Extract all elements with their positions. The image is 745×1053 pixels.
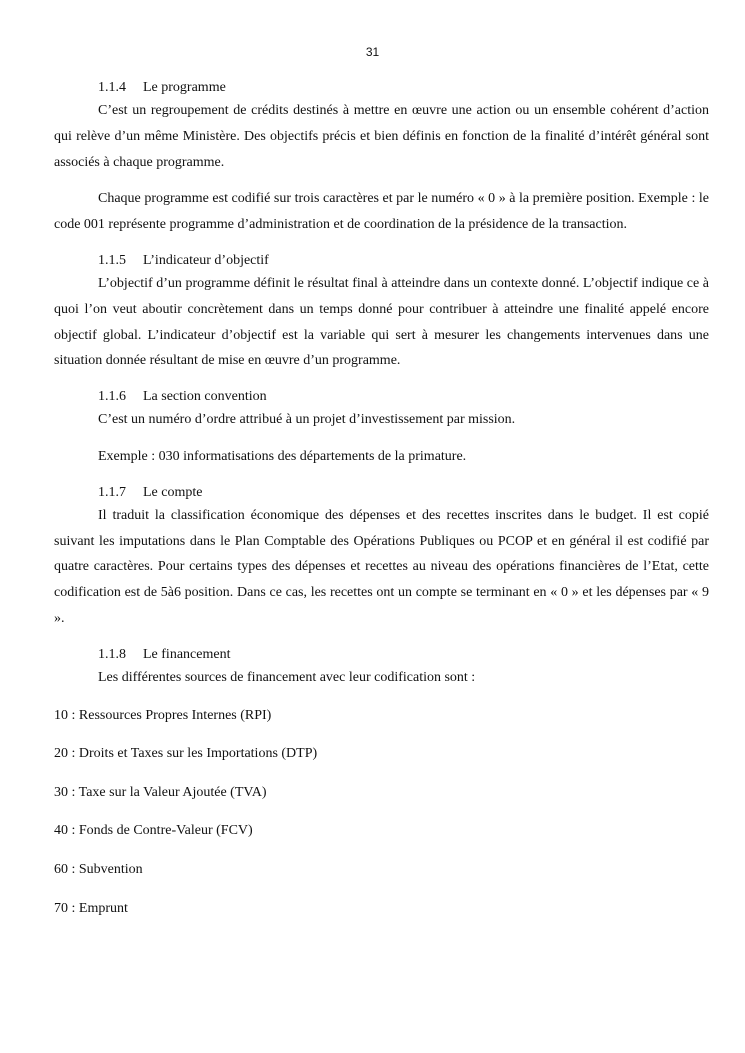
paragraph: Il traduit la classification économique des dépenses et des recettes inscrites dans le budget. Il est copié suivant les imputations dans le Plan Comptable des Opérations Publiques ou PCOP et en général il est codifié par quatre caractères. Pour certains types des dépenses et recettes au niveau des opérations financières de l’Etat, cette codification est de 5à6 position. Dans ce cas, les recettes ont un compte se terminant en « 0 » et les dépenses par « 9 ».: [54, 507, 709, 626]
section-heading-programme: [54, 78, 709, 98]
paragraph: C’est un regroupement de crédits destinés à mettre en œuvre une action ou un ensemble cohérent d’action qui relève d’un même Ministère. Des objectifs précis et bien définis en fonction de la finalité d’intérêt général sont associés à chaque programme.: [54, 103, 709, 170]
page-number: 31: [365, 45, 380, 59]
paragraph: Les différentes sources de financement avec leur codification sont :: [98, 669, 476, 685]
section-heading-financement: [54, 645, 709, 665]
list-item: 60 : Subvention: [54, 861, 143, 877]
section-number: 1.1.5: [98, 252, 126, 268]
section-title: Le programme: [143, 80, 226, 95]
paragraph: Chaque programme est codifié sur trois caractères et par le numéro « 0 » à la première position. Exemple : le code 001 représente programme d’administration et de coordination de la présidence de la transaction.: [54, 191, 709, 233]
document-body: [54, 78, 709, 934]
section-title: L’indicateur d’objectif: [143, 252, 269, 268]
list-item: 40 : Fonds de Contre-Valeur (FCV): [54, 823, 253, 839]
list-item: 10 : Ressources Propres Internes (RPI): [54, 707, 272, 723]
section-number: 1.1.4: [98, 80, 126, 95]
financing-sources-list: [54, 703, 709, 935]
section-heading-compte: [54, 483, 709, 503]
paragraph: Exemple : 030 informatisations des départements de la primature.: [98, 448, 467, 464]
paragraph: L’objectif d’un programme définit le résultat final à atteindre dans un contexte donné. L’objectif indique ce à quoi l’on veut aboutir concrètement dans un temps donné pour contribuer à atteindre une finalité appelé encore objectif global. L’indicateur d’objectif est la variable qui sert à mesurer les changements intervenues dans une situation donnée résultant de mise en œuvre d’un programme.: [54, 275, 709, 369]
section-number: 1.1.6: [98, 389, 126, 405]
section-heading-indicateur: [54, 251, 709, 271]
list-item: 70 : Emprunt: [54, 900, 128, 916]
section-title: La section convention: [143, 389, 267, 405]
list-item: 30 : Taxe sur la Valeur Ajoutée (TVA): [54, 784, 267, 800]
paragraph: C’est un numéro d’ordre attribué à un projet d’investissement par mission.: [98, 412, 516, 428]
section-title: Le financement: [143, 646, 231, 662]
section-number: 1.1.7: [98, 484, 126, 500]
list-item: 20 : Droits et Taxes sur les Importations (DTP): [54, 746, 318, 762]
section-title: Le compte: [143, 484, 203, 500]
section-heading-convention: [54, 387, 709, 407]
section-number: 1.1.8: [98, 646, 126, 662]
